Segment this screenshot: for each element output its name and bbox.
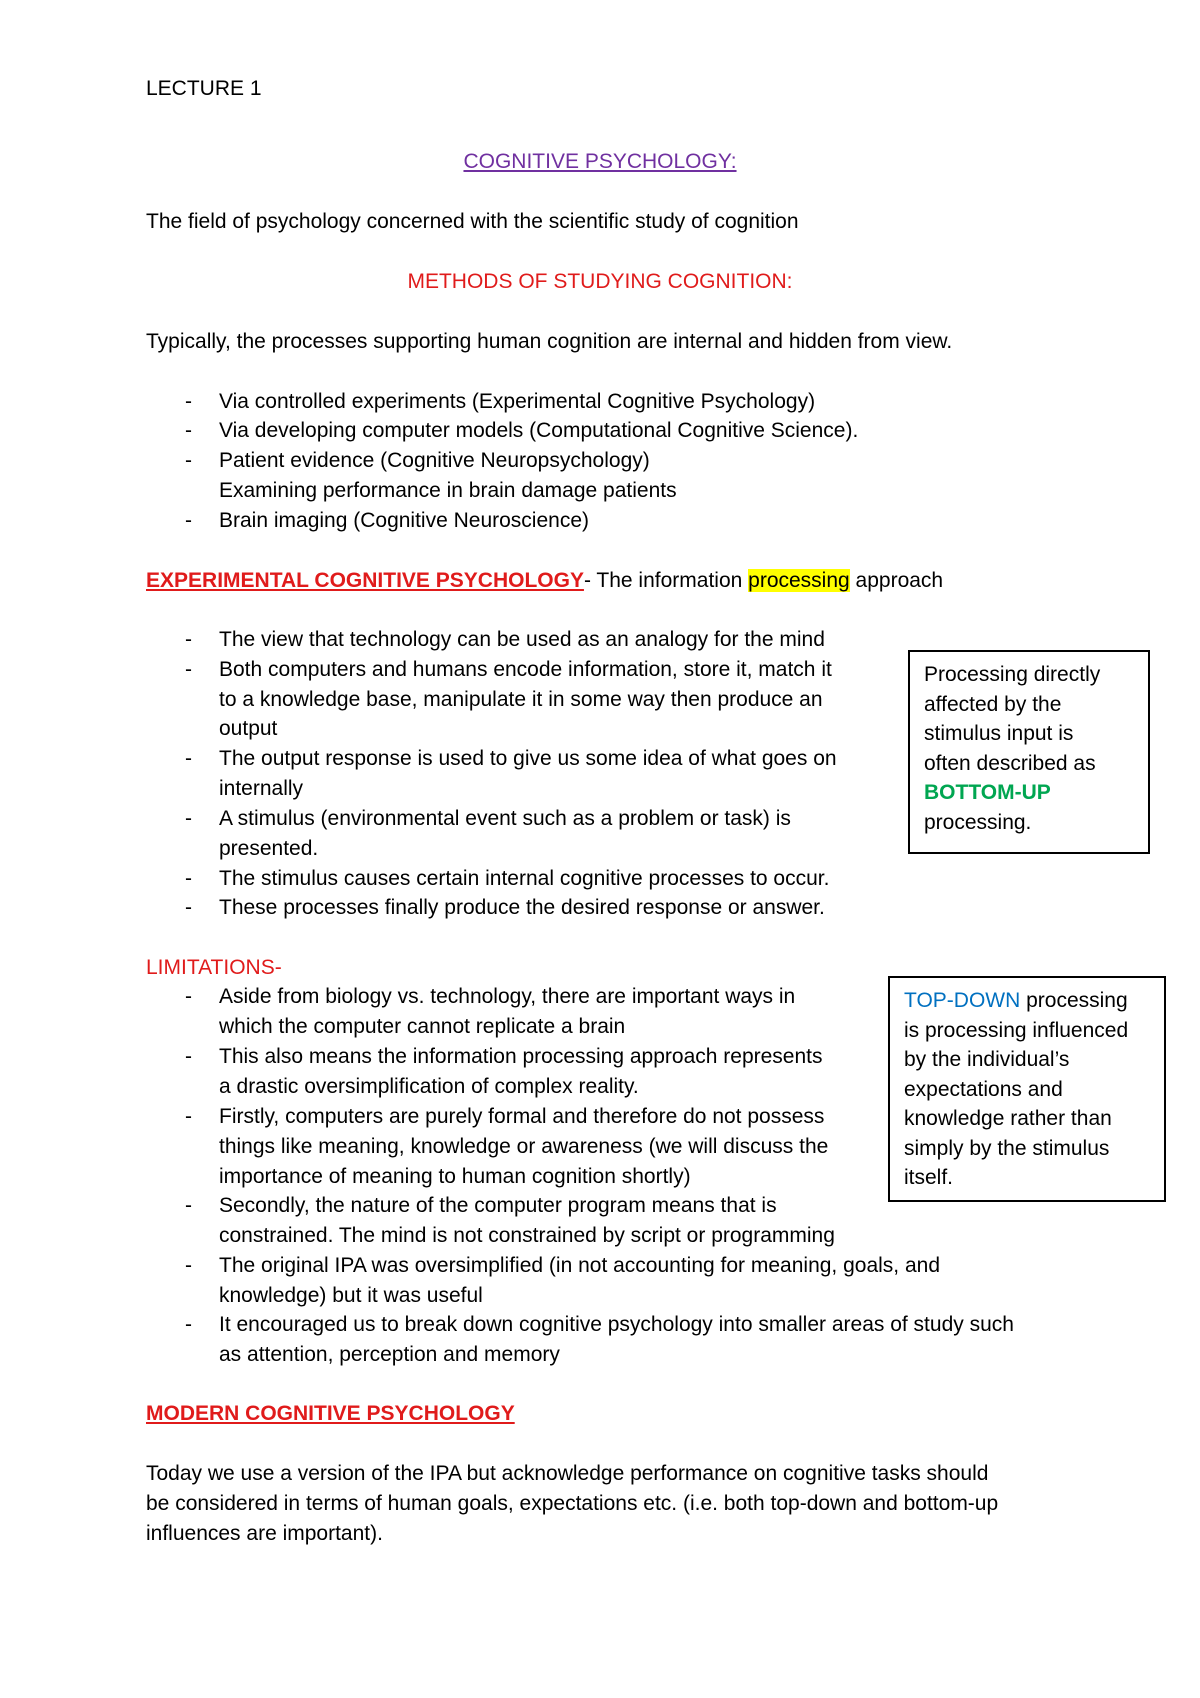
bullet-dash: - xyxy=(185,1194,192,1217)
top-down-note-box xyxy=(888,976,1166,1202)
bullet-dash: - xyxy=(185,390,192,413)
box-line: stimulus input is xyxy=(924,722,1074,745)
limitations-heading: LIMITATIONS- xyxy=(146,956,282,979)
list-item: Via controlled experiments (Experimental Cognitive Psychology) xyxy=(219,390,816,413)
bullet-dash: - xyxy=(185,1313,192,1336)
list-item: These processes finally produce the desired response or answer. xyxy=(219,896,825,919)
list-item: Aside from biology vs. technology, there are important ways in xyxy=(219,985,796,1008)
list-item: Patient evidence (Cognitive Neuropsychology) xyxy=(219,449,650,472)
bullet-dash: - xyxy=(185,628,192,651)
bottom-up-term: BOTTOM-UP xyxy=(924,781,1051,804)
list-item: The stimulus causes certain internal cognitive processes to occur. xyxy=(219,867,830,890)
list-item: Brain imaging (Cognitive Neuroscience) xyxy=(219,509,590,532)
modern-paragraph-line: be considered in terms of human goals, expectations etc. (i.e. both top-down and bottom-up xyxy=(146,1492,999,1515)
list-item: a drastic oversimplification of complex reality. xyxy=(219,1075,639,1098)
list-item: constrained. The mind is not constrained by script or programming xyxy=(219,1224,835,1247)
modern-paragraph-line: influences are important). xyxy=(146,1522,383,1545)
list-item: The output response is used to give us some idea of what goes on xyxy=(219,747,837,770)
box-line xyxy=(904,986,1150,1016)
ecp-sep: - The information xyxy=(583,569,749,592)
list-item: This also means the information processing approach represents xyxy=(219,1045,823,1068)
heading-methods: METHODS OF STUDYING COGNITION: xyxy=(407,270,793,293)
bullet-dash: - xyxy=(185,1105,192,1128)
list-item: internally xyxy=(219,777,304,800)
list-item: presented. xyxy=(219,837,319,860)
ecp-heading xyxy=(146,567,943,595)
definition-text: The field of psychology concerned with the scientific study of cognition xyxy=(146,210,799,233)
list-item: The original IPA was oversimplified (in not accounting for meaning, goals, and xyxy=(219,1254,941,1277)
box-line: processing. xyxy=(924,810,1032,834)
list-item: which the computer cannot replicate a brain xyxy=(219,1015,626,1038)
ecp-rest: approach xyxy=(849,569,944,592)
heading-cognitive-psychology: COGNITIVE PSYCHOLOGY: xyxy=(463,150,737,173)
ecp-title: EXPERIMENTAL COGNITIVE PSYCHOLOGY xyxy=(146,569,584,592)
list-item: output xyxy=(219,717,278,740)
bullet-dash: - xyxy=(185,1045,192,1068)
box-line: often described as xyxy=(924,751,1096,775)
list-item: things like meaning, knowledge or awareness (we will discuss the xyxy=(219,1135,829,1158)
bullet-dash: - xyxy=(185,747,192,770)
bullet-dash: - xyxy=(185,867,192,890)
bullet-dash: - xyxy=(185,509,192,532)
box-line: is processing influenced xyxy=(904,1018,1129,1042)
list-item: to a knowledge base, manipulate it in some way then produce an xyxy=(219,688,823,711)
intro-text: Typically, the processes supporting human cognition are internal and hidden from view. xyxy=(146,330,953,353)
list-item: Examining performance in brain damage patients xyxy=(219,479,677,502)
box-line: simply by the stimulus xyxy=(904,1136,1110,1160)
bullet-dash: - xyxy=(185,419,192,442)
lecture-label: LECTURE 1 xyxy=(146,77,262,100)
bottom-up-note-box xyxy=(908,650,1150,854)
box-line: affected by the xyxy=(924,692,1062,716)
modern-heading: MODERN COGNITIVE PSYCHOLOGY xyxy=(146,1402,515,1425)
list-item: as attention, perception and memory xyxy=(219,1343,560,1366)
list-item: It encouraged us to break down cognitive psychology into smaller areas of study such xyxy=(219,1313,1014,1336)
list-item: Firstly, computers are purely formal and therefore do not possess xyxy=(219,1105,825,1128)
bullet-dash: - xyxy=(185,449,192,472)
box-line: knowledge rather than xyxy=(904,1107,1112,1130)
top-down-term: TOP-DOWN xyxy=(904,989,1021,1012)
list-item: Secondly, the nature of the computer program means that is xyxy=(219,1194,777,1217)
list-item: A stimulus (environmental event such as a problem or task) is xyxy=(219,807,791,830)
bullet-dash: - xyxy=(185,896,192,919)
list-item: Both computers and humans encode information, store it, match it xyxy=(219,658,832,681)
box-line: by the individual’s xyxy=(904,1048,1070,1071)
list-item: Via developing computer models (Computational Cognitive Science). xyxy=(219,419,859,442)
box-line: expectations and xyxy=(904,1077,1063,1101)
bullet-dash: - xyxy=(185,807,192,830)
box-text: processing xyxy=(1020,989,1128,1012)
modern-paragraph-line: Today we use a version of the IPA but acknowledge performance on cognitive tasks should xyxy=(146,1462,989,1485)
box-line: itself. xyxy=(904,1166,954,1189)
list-item: The view that technology can be used as an analogy for the mind xyxy=(219,628,825,651)
box-line: Processing directly xyxy=(924,663,1101,686)
bullet-dash: - xyxy=(185,985,192,1008)
bullet-dash: - xyxy=(185,658,192,681)
list-item: knowledge) but it was useful xyxy=(219,1284,483,1307)
bullet-dash: - xyxy=(185,1254,192,1277)
ecp-highlight: processing xyxy=(748,569,850,592)
list-item: importance of meaning to human cognition shortly) xyxy=(219,1165,691,1188)
